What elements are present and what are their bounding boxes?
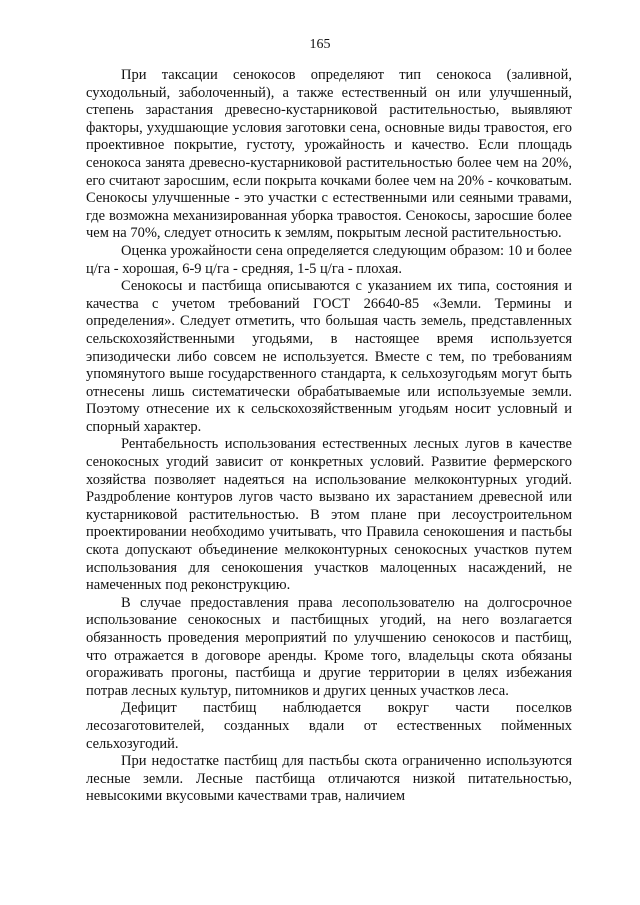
paragraph-gost-description: Сенокосы и пастбища описываются с указанием их типа, состояния и качества с учетом требований ГОСТ 26640-85 «Земли. Термины и определения». Следует отметить, что большая часть земель, представленных сельскохозяйственными угодьями, в настоящее время используется эпизодически либо совсем не используется. Вместе с тем, по требованиям упомянутого выше государственного стандарта, к сельхозугодьям могут быть отнесены лишь систематически обрабатываемые или используемые земли. Поэтому отнесение их к сельскохозяйственным угодьям носит условный и спорный характер. — [86, 278, 572, 435]
paragraph-long-term-use: В случае предоставления права лесопользователю на долгосрочное использование сенокосных и пастбищных угодий, на него возлагается обязанность проведения мероприятий по улучшению сенокосов и пастбищ, что отражается в договоре аренды. Кроме того, владельцы скота обязаны огораживать прогоны, пастбища и другие территории в целях избежания потрав лесных культур, питомников и других ценных участков леса. — [86, 594, 572, 699]
page-number: 165 — [309, 37, 331, 52]
paragraph-haymaking-taxation: При таксации сенокосов определяют тип сенокоса (заливной, суходольный, заболоченный), а также естественный он или улучшенный, степень зарастания древесно-кустарниковой растительностью, выявляют факторы, ухудшающие условия заготовки сена, основные виды травостоя, его проективное покрытие, густоту, урожайность и качество. Если площадь сенокоса занята древесно-кустарниковой растительностью более чем на 20%, его считают заросшим, если покрыта кочками более чем на 20% - кочковатым. Сенокосы улучшенные - это участки с естественными или сеяными травами, где возможна механизированная уборка травостоя. Сенокосы, заросшие более чем на 70%, следует относить к землям, покрытым лесной растительностью. — [86, 67, 572, 242]
page-body — [86, 67, 572, 806]
paragraph-yield-assessment: Оценка урожайности сена определяется следующим образом: 10 и более ц/га - хорошая, 6-9 ц/га - средняя, 1-5 ц/га - плохая. — [86, 242, 572, 277]
paragraph-forest-pastures: При недостатке пастбищ для пастьбы скота ограниченно используются лесные земли. Лесные пастбища отличаются низкой питательностью, невысокими вкусовыми качествами трав, наличием — [86, 753, 572, 805]
paragraph-pasture-deficit: Дефицит пастбищ наблюдается вокруг части поселков лесозаготовителей, созданных вдали от естественных пойменных сельхозугодий. — [86, 700, 572, 752]
paragraph-profitability: Рентабельность использования естественных лесных лугов в качестве сенокосных угодий зависит от конкретных условий. Развитие фермерского хозяйства позволяет надеяться на использование мелкоконтурных угодий. Раздробление контуров лугов часто вызвано их зарастанием древесной или кустарниковой растительностью. В этом плане при лесоустроительном проектировании необходимо учитывать, что Правила сенокошения и пастьбы скота допускают объединение мелкоконтурных сенокосных участков путем использования для сенокошения участков малоценных насаждений, не намеченных под реконструкцию. — [86, 436, 572, 594]
